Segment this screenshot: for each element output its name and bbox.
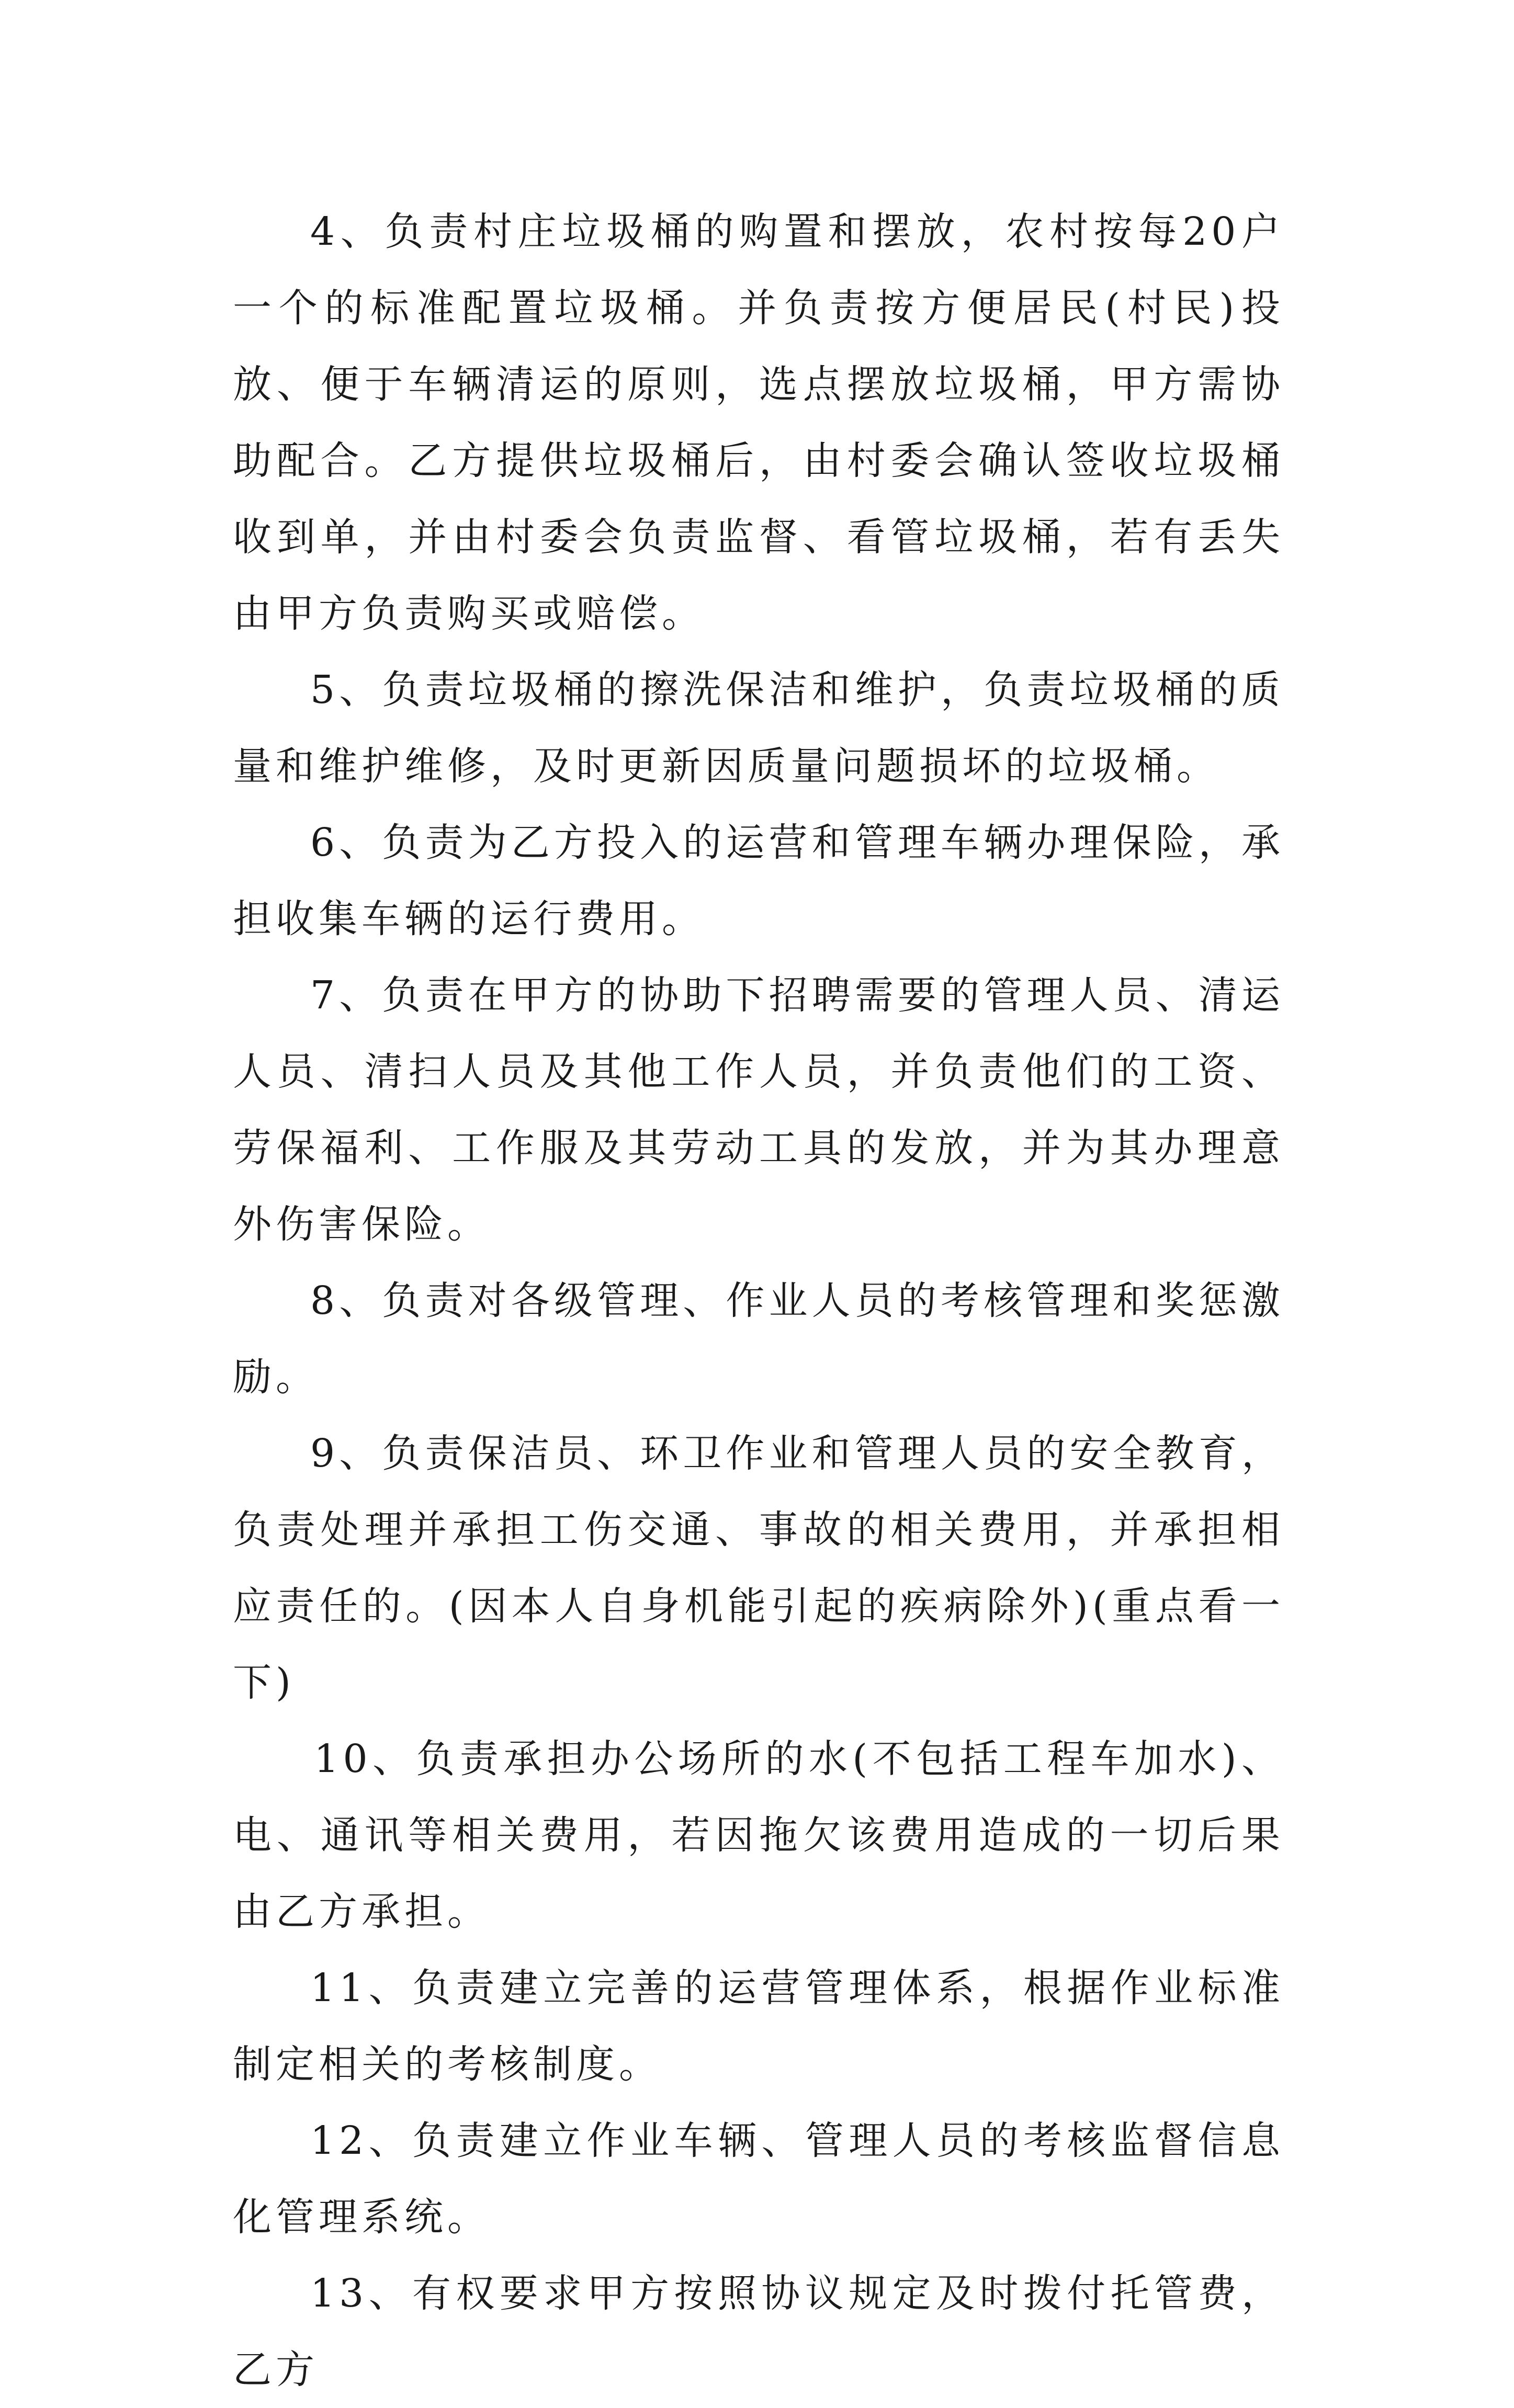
document-body [233,194,1284,2408]
paragraph-item-7: 7、负责在甲方的协助下招聘需要的管理人员、清运人员、清扫人员及其他工作人员，并负责他们的工资、劳保福利、工作服及其劳动工具的发放，并为其办理意外伤害保险。 [233,973,1284,1247]
paragraph-item-10: 10、负责承担办公场所的水(不包括工程车加水)、电、通讯等相关费用，若因拖欠该费用造成的一切后果由乙方承担。 [233,1736,1284,1934]
paragraph-item-6: 6、负责为乙方投入的运营和管理车辆办理保险，承担收集车辆的运行费用。 [233,820,1284,941]
paragraph-item-13: 13、有权要求甲方按照协议规定及时拨付托管费，乙方 [233,2271,1284,2392]
paragraph-item-4: 4、负责村庄垃圾桶的购置和摆放，农村按每20户一个的标准配置垃圾桶。并负责按方便居民(村民)投放、便于车辆清运的原则，选点摆放垃圾桶，甲方需协助配合。乙方提供垃圾桶后，由村委会确认签收垃圾桶收到单，并由村委会负责监督、看管垃圾桶，若有丢失由甲方负责购买或赔偿。 [233,209,1284,636]
paragraph-item-11: 11、负责建立完善的运营管理体系，根据作业标准制定相关的考核制度。 [233,1966,1284,2087]
paragraph-item-5: 5、负责垃圾桶的擦洗保洁和维护，负责垃圾桶的质量和维护维修，及时更新因质量问题损坏的垃圾桶。 [233,667,1284,789]
paragraph-item-9: 9、负责保洁员、环卫作业和管理人员的安全教育，负责处理并承担工伤交通、事故的相关费用，并承担相应责任的。(因本人自身机能引起的疾病除外)(重点看一下) [233,1431,1284,1705]
paragraph-item-8: 8、负责对各级管理、作业人员的考核管理和奖惩激励。 [233,1278,1284,1400]
paragraph-item-12: 12、负责建立作业车辆、管理人员的考核监督信息化管理系统。 [233,2118,1284,2240]
